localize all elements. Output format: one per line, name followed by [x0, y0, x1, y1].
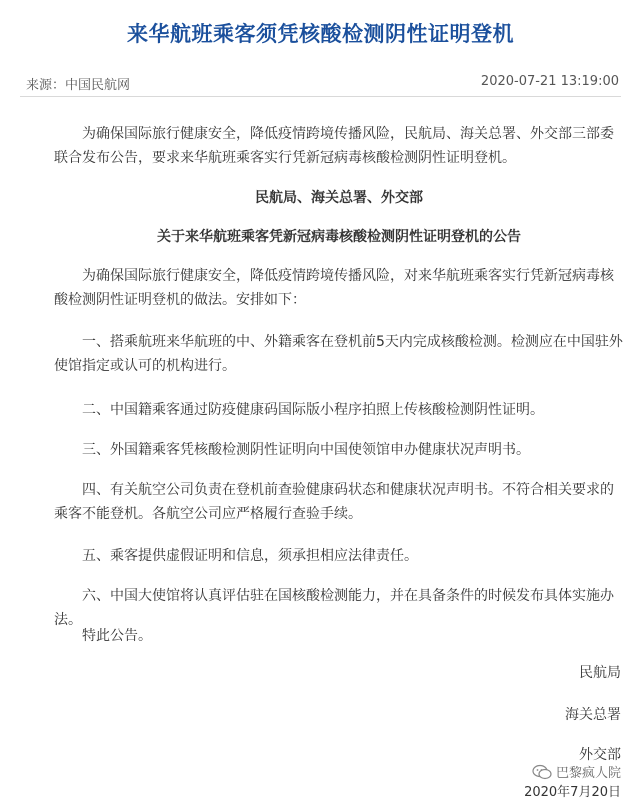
closing-text: 特此公告。 [82, 628, 152, 644]
article-title: 来华航班乘客须凭核酸检测阴性证明登机 [127, 22, 514, 46]
signature-org-3: 外交部 [579, 747, 621, 763]
signature-org-2: 海关总署 [565, 707, 621, 723]
signature-org-1: 民航局 [579, 665, 621, 681]
watermark-text: 巴黎疯人院 [555, 766, 621, 781]
notice-item-2: 二、中国籍乘客通过防疫健康码国际版小程序拍照上传核酸检测阴性证明。 [82, 402, 544, 418]
wechat-icon [532, 764, 552, 780]
notice-item-6: 六、中国大使馆将认真评估驻在国核酸检测能力，并在具备条件的时候发布具体实施办法。 [54, 588, 614, 628]
notice-intro: 为确保国际旅行健康安全，降低疫情跨境传播风险，对来华航班乘客实行凭新冠病毒核酸检测阴性证明登机的做法。安排如下： [54, 268, 614, 308]
watermark [532, 762, 621, 781]
notice-title: 关于来华航班乘客凭新冠病毒核酸检测阴性证明登机的公告 [157, 229, 521, 245]
intro-paragraph: 为确保国际旅行健康安全，降低疫情跨境传播风险，民航局、海关总署、外交部三部委联合发布公告，要求来华航班乘客实行凭新冠病毒核酸检测阴性证明登机。 [54, 126, 614, 166]
article-date: 2020-07-21 13:19:00 [480, 74, 619, 89]
article-meta [20, 66, 621, 97]
notice-item-4: 四、有关航空公司负责在登机前查验健康码状态和健康状况声明书。不符合相关要求的乘客不能登机。各航空公司应严格履行查验手续。 [54, 482, 614, 522]
notice-item-3: 三、外国籍乘客凭核酸检测阴性证明向中国使领馆申办健康状况声明书。 [82, 442, 530, 458]
article-source: 来源：中国民航网 [26, 78, 131, 93]
issuers-heading: 民航局、海关总署、外交部 [255, 190, 423, 206]
notice-item-1: 一、搭乘航班来华航班的中、外籍乘客在登机前5天内完成核酸检测。检测应在中国驻外使馆指定或认可的机构进行。 [54, 334, 623, 374]
signature-date: 2020年7月20日 [524, 781, 621, 800]
notice-item-5: 五、乘客提供虚假证明和信息，须承担相应法律责任。 [82, 548, 418, 564]
